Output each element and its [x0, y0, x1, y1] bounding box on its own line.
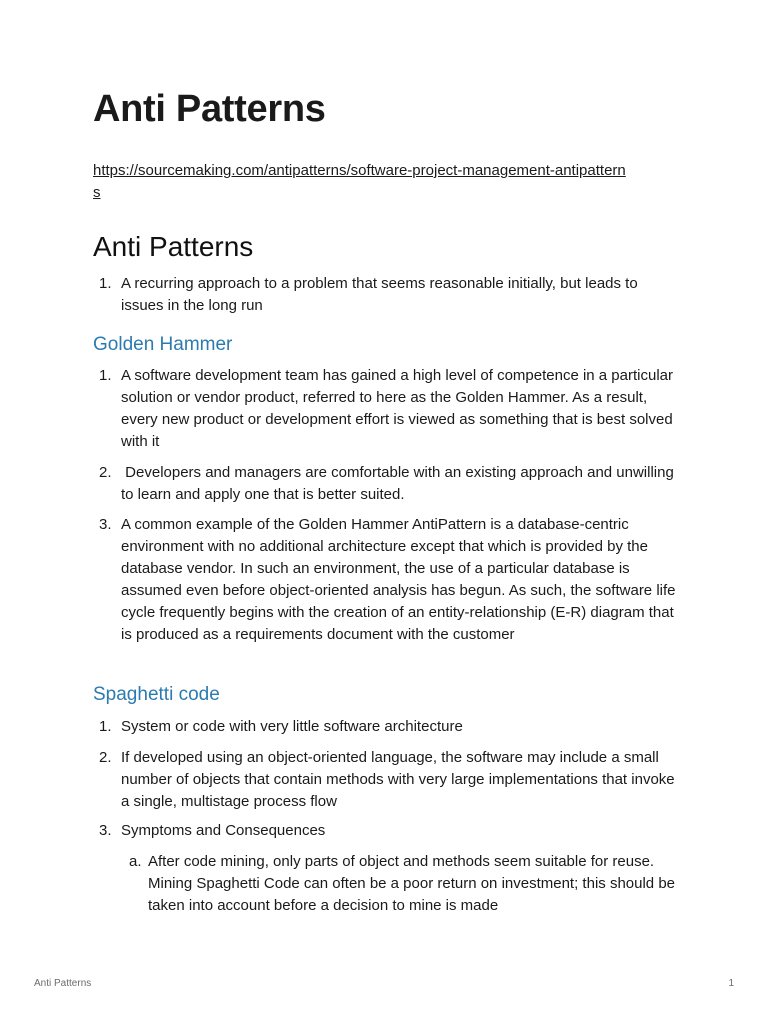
list-item — [93, 462, 683, 506]
list-number: 2. — [99, 749, 112, 766]
list-item-text: A common example of the Golden Hammer AntiPattern is a database-centric environment with no additional architecture except that which is provided by the database vendor. In such an environment, the use of a particular database is assumed even before object-oriented analysis has begun. As such, the software life cycle frequently begins with the creation of an entity-relationship (E-R) diagram that is produced as a requirements document with the customer — [121, 516, 676, 643]
golden-hammer-heading: Golden Hammer — [93, 334, 233, 355]
definition-list — [93, 273, 683, 326]
list-item — [93, 273, 683, 317]
section-heading: Anti Patterns — [93, 231, 254, 262]
list-item-text: Developers and managers are comfortable with an existing approach and unwilling to learn and apply one that is better suited. — [121, 464, 678, 503]
footer-document-title: Anti Patterns — [34, 978, 92, 989]
list-number: 1. — [99, 275, 112, 292]
list-item — [93, 716, 683, 738]
sub-list-item-text: After code mining, only parts of object and methods seem suitable for reuse. Mining Spaghetti Code can often be a poor return on investment; this should be taken into account before a decision to mine is made — [148, 853, 675, 914]
list-number: 3. — [99, 516, 112, 533]
list-item — [93, 365, 683, 453]
list-number: 3. — [99, 822, 112, 839]
sub-list-letter: a. — [129, 853, 142, 870]
spaghetti-code-list — [93, 716, 683, 926]
source-link[interactable]: https://sourcemaking.com/antipatterns/software-project-management-antipatterns — [93, 162, 626, 201]
document-title: Anti Patterns — [93, 88, 326, 130]
list-item-text: System or code with very little software architecture — [121, 718, 463, 735]
list-item-text: Symptoms and Consequences — [121, 822, 326, 839]
list-number: 2. — [99, 464, 112, 481]
list-item — [93, 747, 683, 813]
list-item-text: A recurring approach to a problem that seems reasonable initially, but leads to issues in the long run — [121, 275, 638, 314]
list-item-text: If developed using an object-oriented language, the software may include a small number of objects that contain methods with very large implementations that invoke a single, multistage process flow — [121, 749, 675, 810]
spaghetti-code-heading: Spaghetti code — [93, 684, 220, 705]
golden-hammer-list — [93, 365, 683, 655]
list-item — [93, 514, 683, 646]
sub-list-item — [93, 851, 683, 917]
footer-page-number: 1 — [728, 978, 734, 989]
list-number: 1. — [99, 718, 112, 735]
list-number: 1. — [99, 367, 112, 384]
list-item-text: A software development team has gained a high level of competence in a particular solution or vendor product, referred to here as the Golden Hammer. As a result, every new product or development effort is viewed as something that is best solved with it — [121, 367, 673, 450]
list-item — [93, 820, 683, 842]
